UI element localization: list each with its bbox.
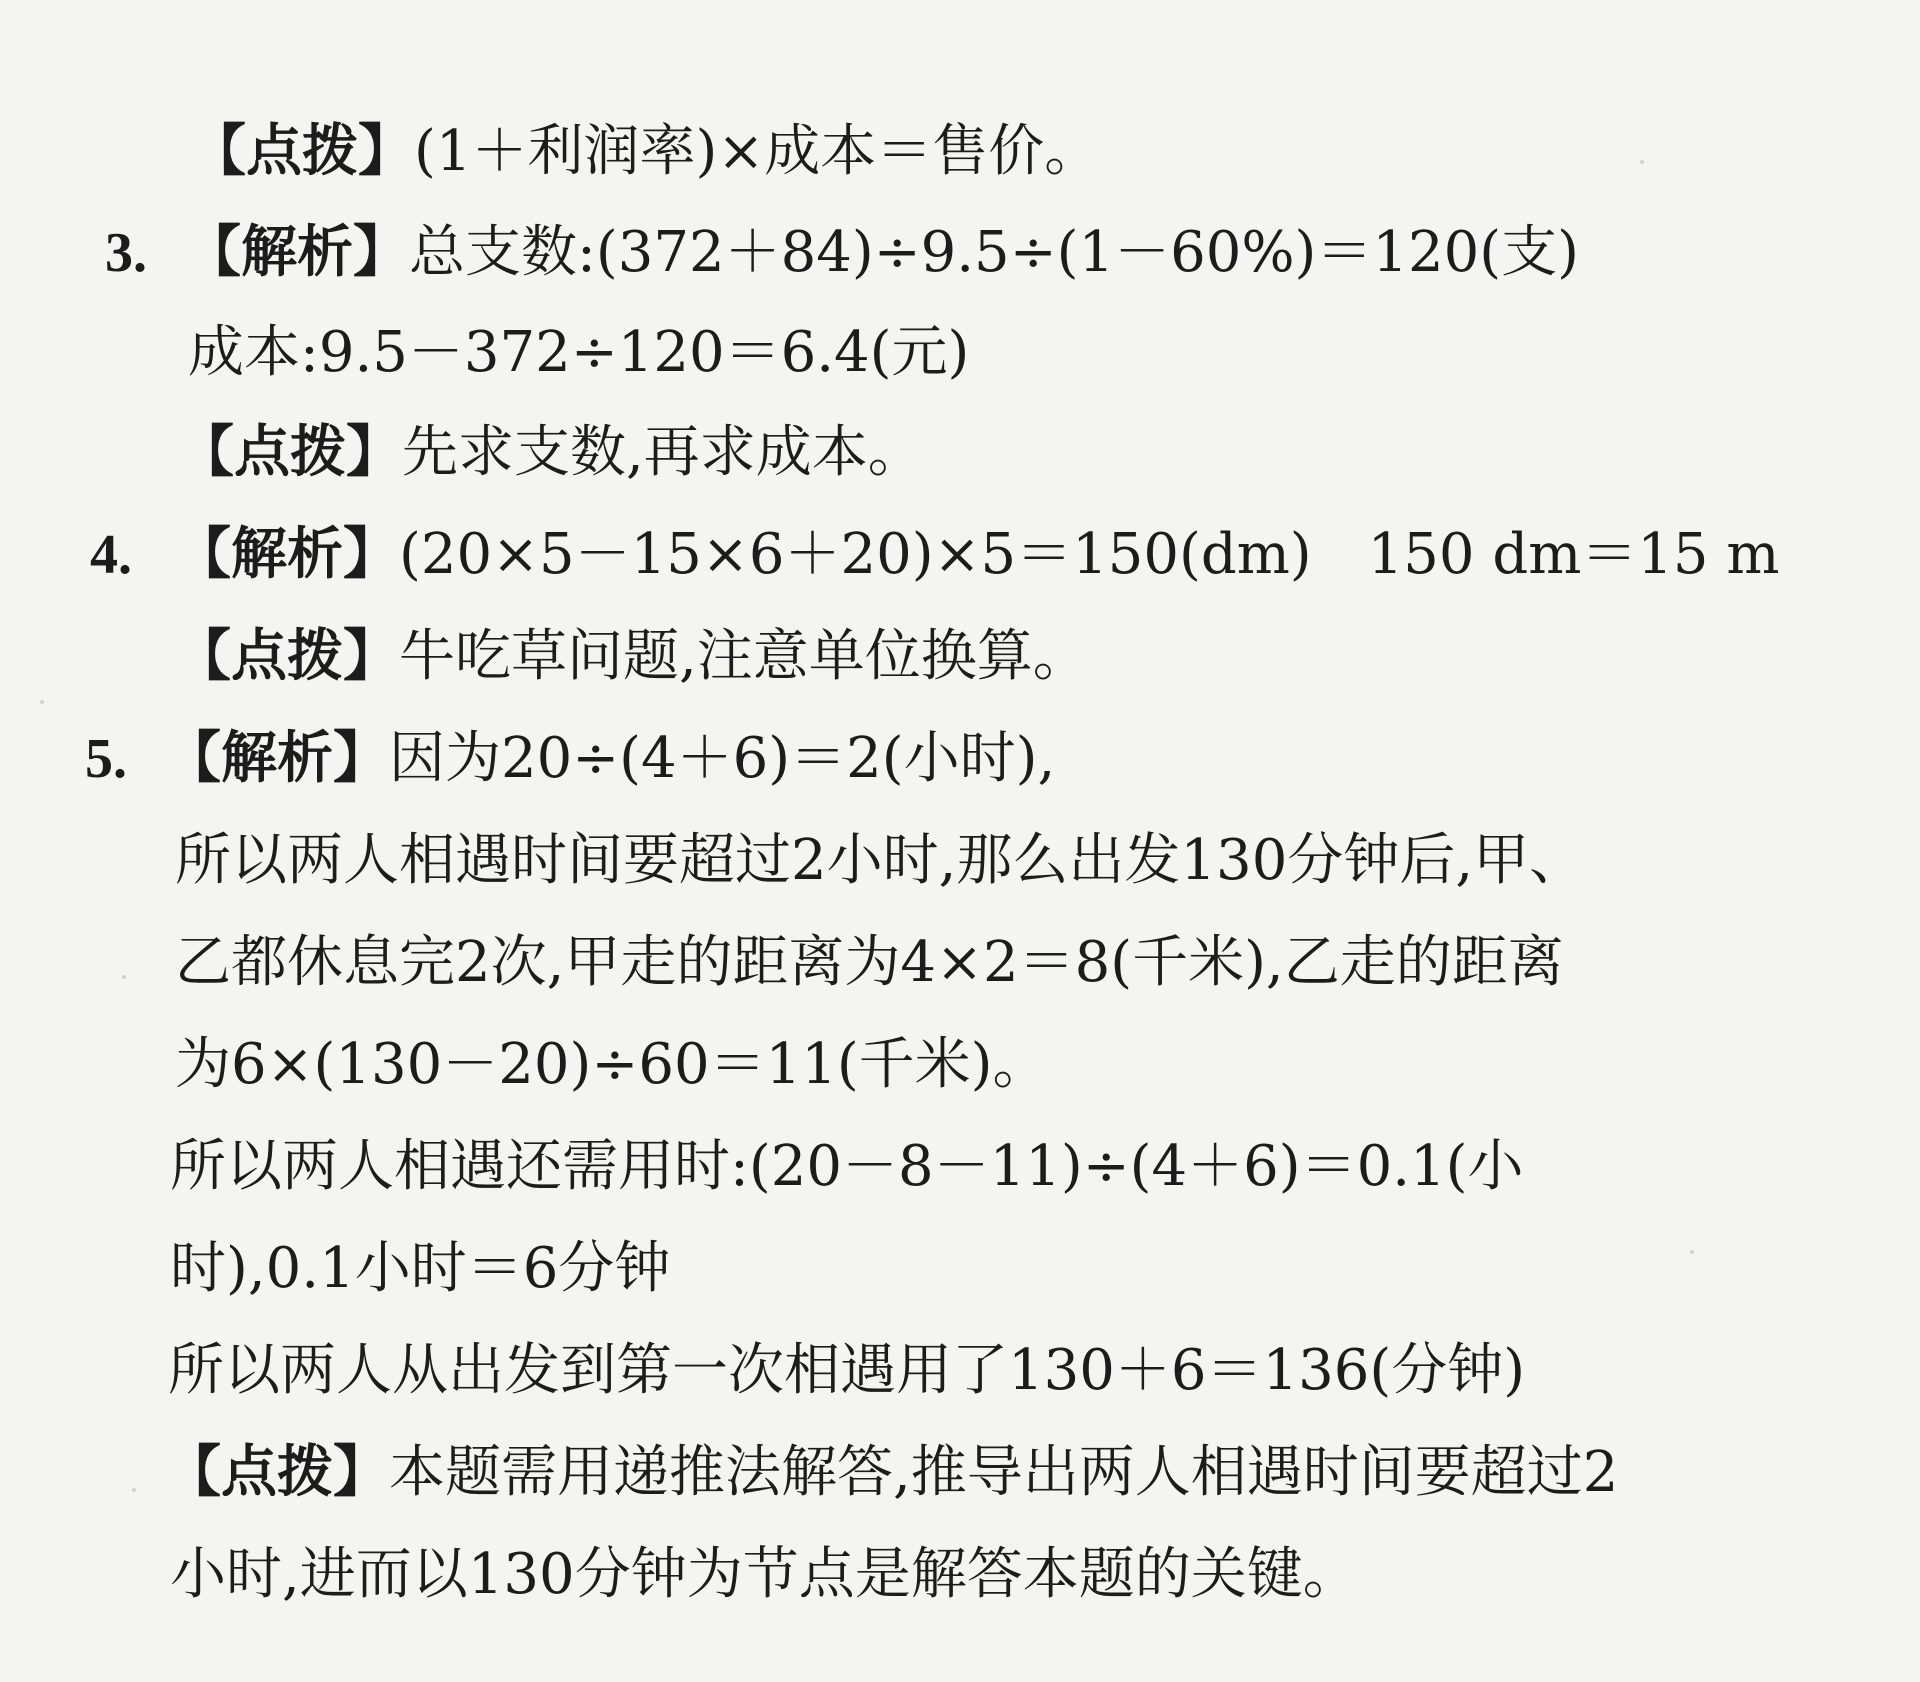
text-line — [188, 318, 969, 388]
analysis-line-5 — [165, 724, 1055, 794]
text-line — [170, 1132, 1524, 1202]
analysis-tag: 【解析】 — [185, 220, 409, 285]
line-text: 所以两人从出发到第一次相遇用了130＋6＝136(分钟) — [168, 1338, 1526, 1403]
hint-tag: 【点拨】 — [165, 1440, 389, 1505]
question-number-3: 3. — [105, 222, 147, 284]
question-number-5: 5. — [85, 728, 127, 790]
hint-line-5 — [165, 1438, 1618, 1508]
line-text: 因为20÷(4＋6)＝2(小时), — [389, 726, 1056, 791]
line-text: (1＋利润率)×成本＝售价。 — [414, 119, 1101, 184]
line-text: 成本:9.5－372÷120＝6.4(元) — [188, 320, 970, 385]
text-line — [175, 1030, 1049, 1100]
text-line — [168, 1336, 1525, 1406]
line-text: 所以两人相遇还需用时:(20－8－11)÷(4＋6)＝0.1(小 — [170, 1134, 1524, 1199]
text-line — [175, 826, 1585, 896]
line-text: 本题需用递推法解答,推导出两人相遇时间要超过2 — [389, 1440, 1619, 1505]
line-text: 乙都休息完2次,甲走的距离为4×2＝8(千米),乙走的距离 — [175, 930, 1564, 995]
print-speck — [40, 700, 44, 704]
text-line — [170, 1540, 1359, 1610]
hint-line-2 — [190, 117, 1100, 187]
line-text: 小时,进而以130分钟为节点是解答本题的关键。 — [170, 1542, 1359, 1607]
hint-tag: 【点拨】 — [190, 119, 414, 184]
print-speck — [1640, 160, 1644, 164]
text-line — [175, 928, 1564, 998]
text-line — [170, 1234, 670, 1304]
analysis-tag: 【解析】 — [165, 726, 389, 791]
hint-tag: 【点拨】 — [175, 624, 399, 689]
line-text: 时),0.1小时＝6分钟 — [170, 1236, 671, 1301]
line-text: 牛吃草问题,注意单位换算。 — [399, 624, 1089, 689]
analysis-tag: 【解析】 — [175, 522, 399, 587]
hint-line-4 — [175, 622, 1089, 692]
hint-tag: 【点拨】 — [178, 420, 402, 485]
line-text: 总支数:(372＋84)÷9.5÷(1－60%)＝120(支) — [409, 220, 1579, 285]
hint-line-3 — [178, 418, 924, 488]
question-number-4: 4. — [90, 524, 132, 586]
analysis-line-4 — [175, 520, 1779, 590]
print-speck — [1690, 1250, 1694, 1254]
print-speck — [122, 975, 126, 979]
line-text: (20×5－15×6＋20)×5＝150(dm) 150 dm＝15 m — [399, 522, 1780, 587]
line-text: 为6×(130－20)÷60＝11(千米)。 — [175, 1032, 1049, 1097]
print-speck — [132, 1488, 136, 1492]
line-text: 所以两人相遇时间要超过2小时,那么出发130分钟后,甲、 — [175, 828, 1586, 893]
line-text: 先求支数,再求成本。 — [402, 420, 924, 485]
analysis-line-3 — [185, 218, 1579, 288]
